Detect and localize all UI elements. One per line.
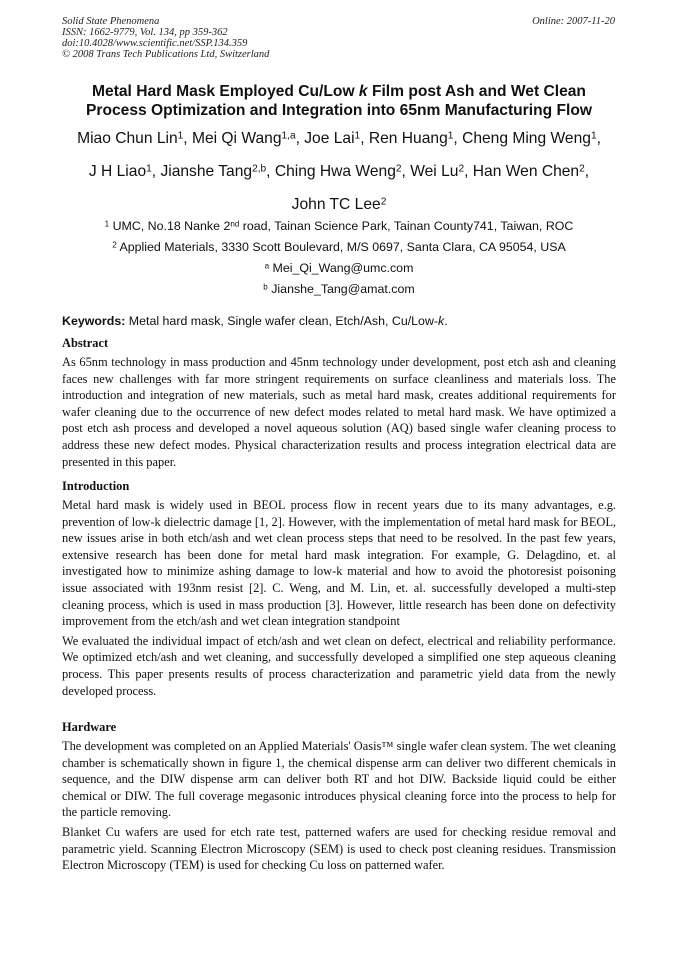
affiliation-1: $^1$ UMC, No.18 Nanke 2nd road, Tainan Science Park, Tainan County741, Taiwan, ROC: [104, 219, 574, 233]
author: Miao Chun Lin$^1$,: [77, 130, 192, 147]
keywords: Keywords: Metal hard mask, Single wafer clean, Etch/Ash, Cu/Low-k.: [62, 314, 448, 328]
hardware-section: [62, 719, 616, 877]
hardware-paragraph-1: The development was completed on an Applied Materials' Oasis™ single wafer clean system. The wet cleaning chamber is schematically shown in figure 1, the chemical dispense arm can deliver two different chemicals in sequence, and the DIW dispense arm can deliver both RT and hot DIW. Backside liquid could be either chemical or DIW. The full coverage megasonic introduces physical cleaning force into the process to help for the particle removing.: [62, 739, 616, 820]
author: Joe Lai$^1$,: [304, 130, 369, 147]
author-line-1: [40, 122, 638, 155]
hardware-paragraph-2: Blanket Cu wafers are used for etch rate test, patterned wafers are used for checking residue removal and parametric yield. Scanning Electron Microscopy (SEM) is used to check post cleaning residues. Transmission Electron Microscopy (TEM) is used for checking Cu loss on patterned wafer.: [62, 824, 616, 873]
author-line-2: [40, 155, 638, 188]
affiliations: [40, 216, 638, 300]
author: John TC Lee$^2$: [291, 196, 387, 213]
abstract-text: As 65nm technology in mass production and 45nm technology under development, post etch ash and cleaning faces new challenges with far more stringent requirements on surface cleanliness and materials loss. The introduction and integration of new materials, such as metal hard mask, creates additional requirements for wafer cleaning due to the occurrence of new defect modes related to metal hard mask. We have optimized a post etch ash process and developed a novel aqueous solution (AQ) based single wafer cleaning process to address these new defect modes. Physical characterization results and process integration electrical data are presented in this paper.: [62, 355, 616, 469]
email-a: $^a$ Mei_Qi_Wang@umc.com: [264, 261, 414, 275]
abstract-section: [62, 335, 616, 473]
author: Han Wen Chen$^2$,: [472, 163, 590, 180]
affiliation-2: $^2$ Applied Materials, 3330 Scott Boulevard, M/S 0697, Santa Clara, CA 95054, USA: [112, 240, 566, 254]
keywords-italic: k: [438, 314, 445, 328]
doi-line: doi:10.4028/www.scientific.net/SSP.134.359: [62, 38, 248, 49]
title-text: Metal Hard Mask Employed Cu/Low: [92, 83, 359, 100]
issn-line: ISSN: 1662-9779, Vol. 134, pp 359-362: [62, 27, 228, 38]
author: Ren Huang$^1$,: [368, 130, 463, 147]
author: Cheng Ming Weng$^1$,: [462, 130, 601, 147]
keywords-label: Keywords:: [62, 314, 126, 328]
title-line-2: Process Optimization and Integration into 65nm Manufacturing Flow: [86, 102, 592, 119]
title-text: Film post Ash and Wet Clean: [367, 83, 586, 100]
journal-name: Solid State Phenomena: [62, 16, 160, 27]
author-list: [40, 122, 638, 221]
keywords-text: Metal hard mask, Single wafer clean, Etch/Ash, Cu/Low-: [125, 314, 439, 328]
author: Ching Hwa Weng$^2$,: [274, 163, 411, 180]
introduction-paragraph-1: Metal hard mask is widely used in BEOL process flow in recent years due to its many advantages, e.g. prevention of low-k dielectric damage [1, 2]. However, with the implementation of metal hard mask for BEOL, new issues arise in both etch/ash and wet clean process steps that need to be resolved. In the past few years, extensive research has been done for metal hard mask integration. For example, G. Delagdino, et. al investigated how to minimize ashing damage to low-k material and how to avoid the photoresist poisoning issue associated with 193nm resist [2]. C. Weng, and M. Lin, et. al. successfully developed a multi-step cleaning process, which is used in mass production [3]. However, little research has been done on defectivity improvement from the etch/ash and wet clean integration standpoint: [62, 498, 616, 629]
author: Jianshe Tang$^{2,b}$,: [160, 163, 275, 180]
journal-header: [62, 16, 269, 60]
abstract-heading: Abstract: [62, 336, 109, 350]
title-line-1: [40, 82, 638, 101]
paper-title: [40, 82, 638, 120]
author: Mei Qi Wang$^{1,a}$,: [191, 130, 305, 147]
author: J H Liao$^1$,: [88, 163, 161, 180]
online-date: Online: 2007-11-20: [532, 16, 615, 27]
introduction-paragraph-2: We evaluated the individual impact of etch/ash and wet clean on defect, electrical and reliability performance. We optimized etch/ash and wet cleaning, and successfully developed a simplified one step aqueous cleaning process. This paper presents results of process characterization and parametric yield data from the newly developed process.: [62, 633, 616, 698]
introduction-section: [62, 478, 616, 702]
copyright-line: © 2008 Trans Tech Publications Ltd, Switzerland: [62, 49, 270, 60]
author: Wei Lu$^2$,: [410, 163, 473, 180]
title-italic-k: k: [358, 83, 368, 100]
introduction-heading: Introduction: [62, 479, 130, 493]
email-b: $^b$ Jianshe_Tang@amat.com: [263, 282, 415, 296]
hardware-heading: Hardware: [62, 720, 117, 734]
